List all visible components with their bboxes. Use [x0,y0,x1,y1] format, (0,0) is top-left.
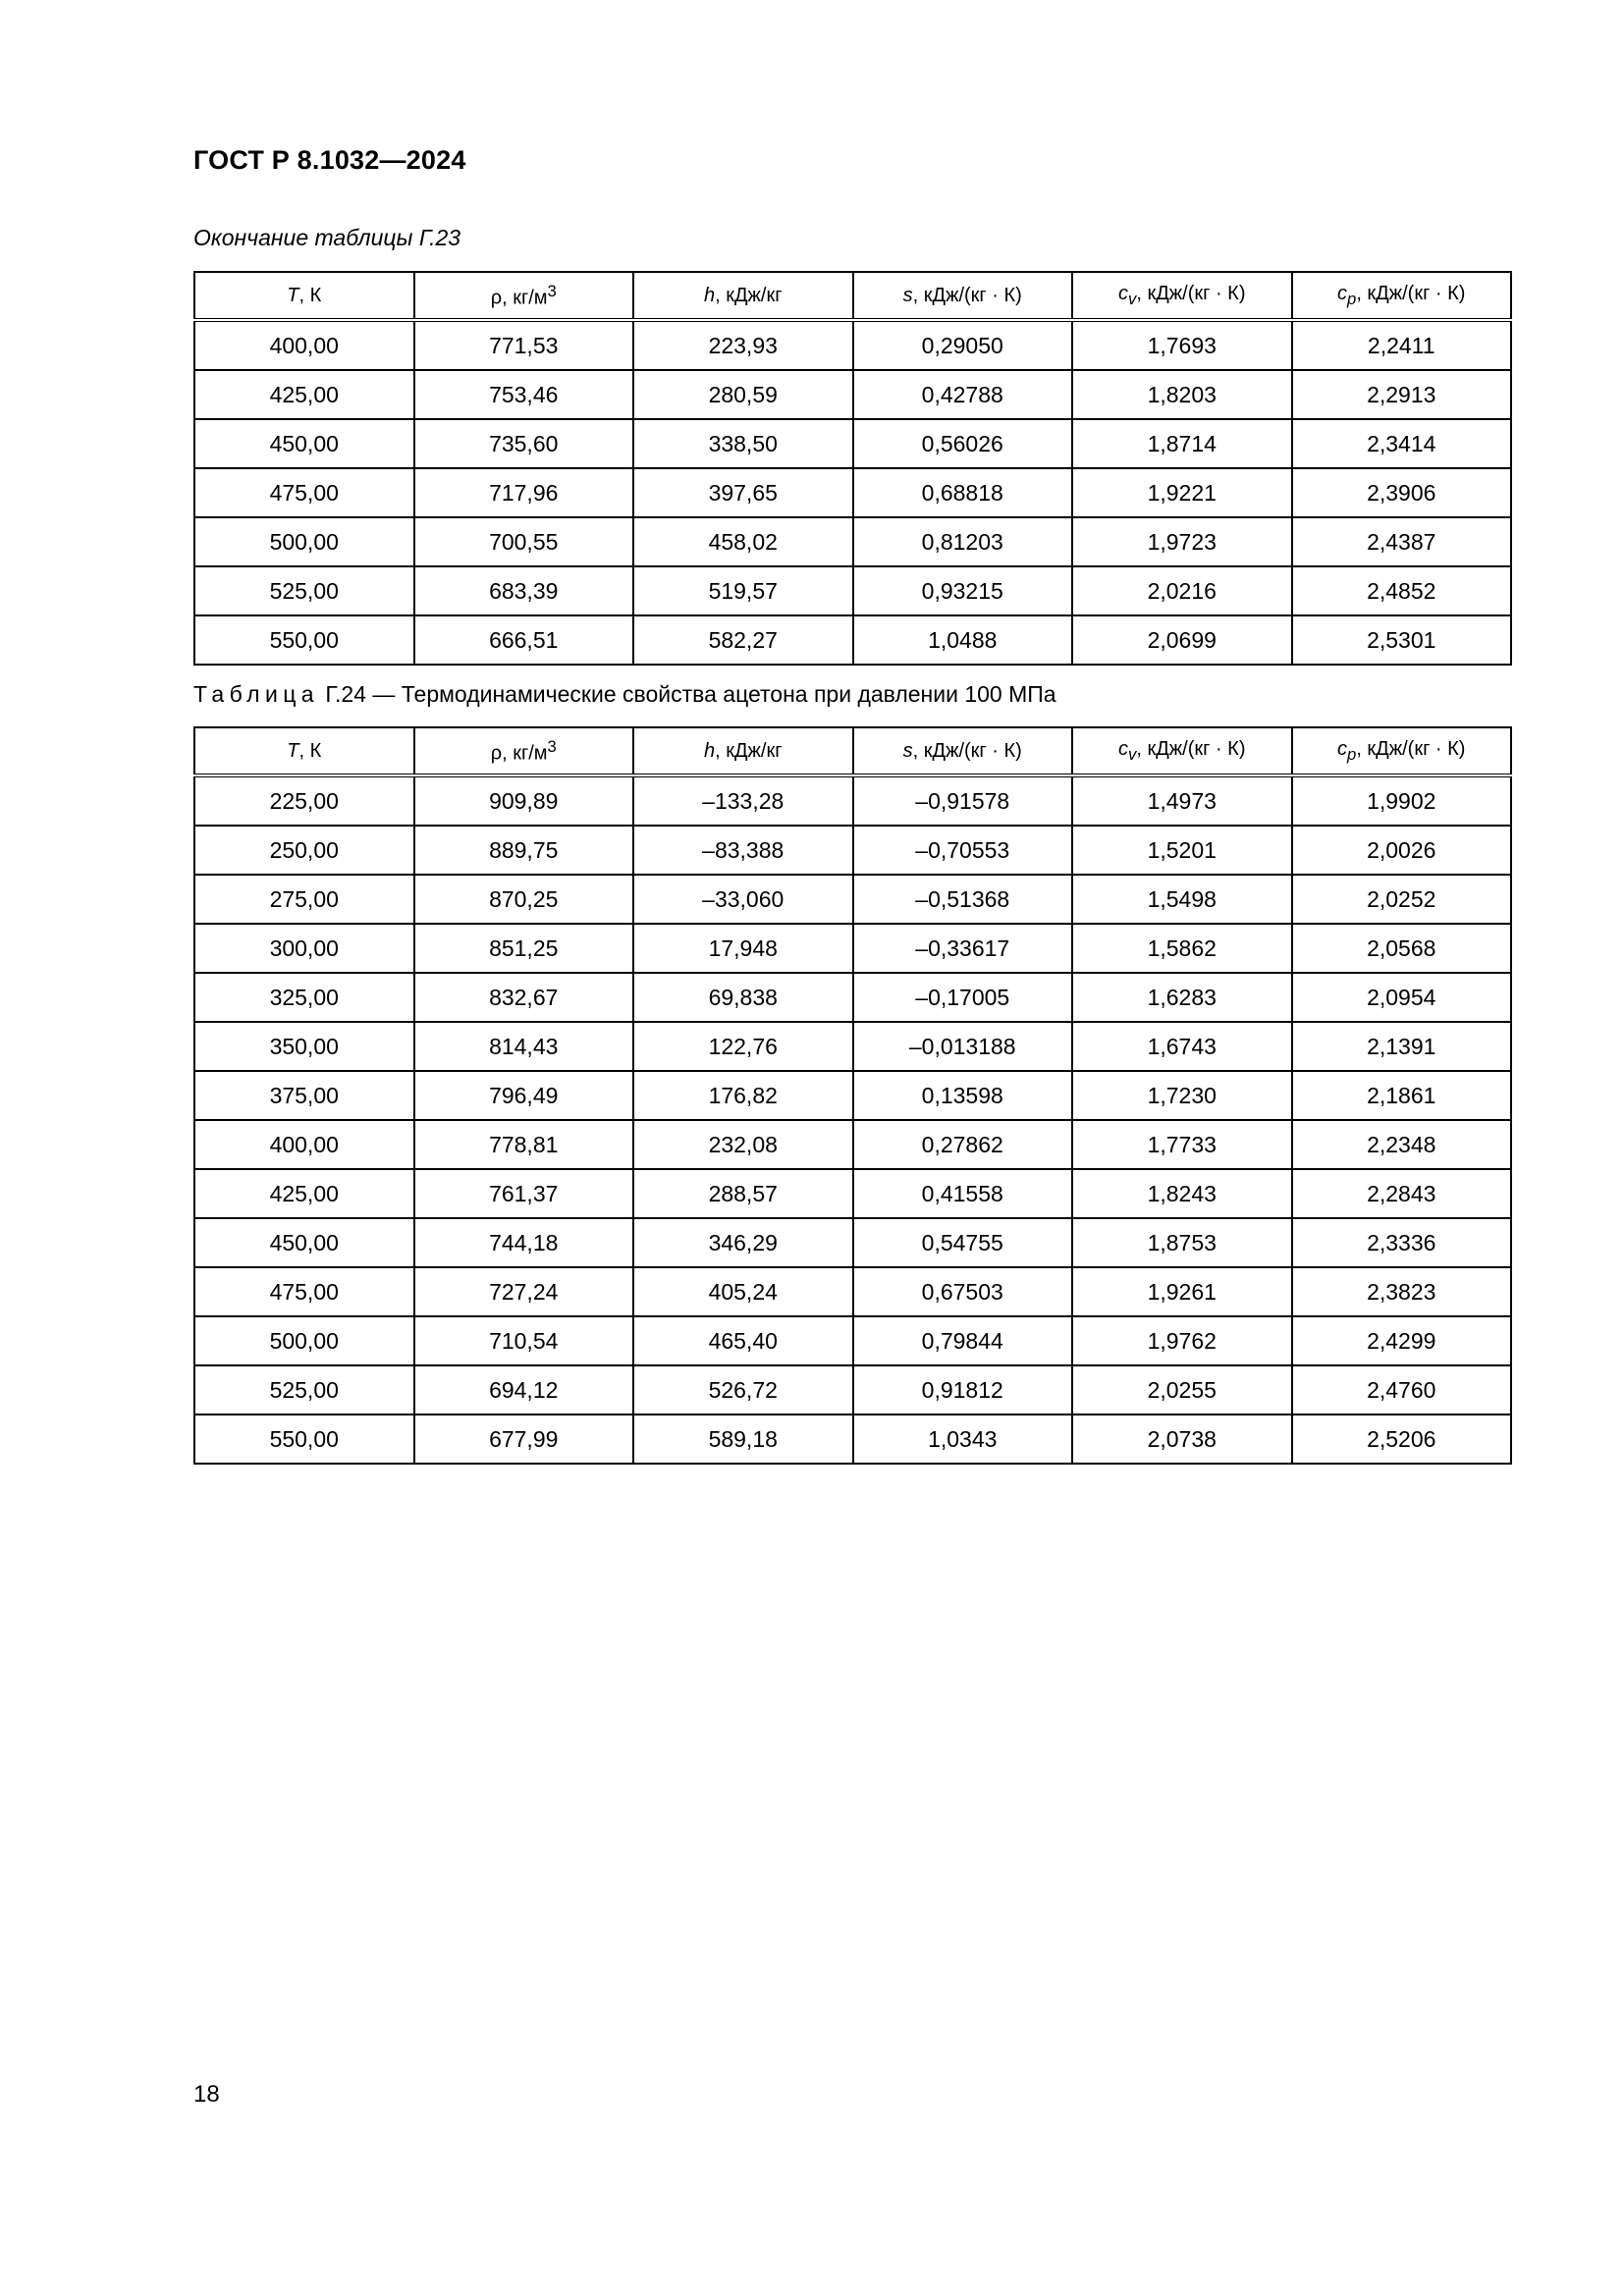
table-cell-cp: 2,2348 [1292,1120,1512,1169]
table-cell-density: 851,25 [414,924,634,973]
table-cell-cv: 1,8714 [1072,419,1292,468]
table-cell-density: 744,18 [414,1218,634,1267]
column-symbol: T [287,284,299,306]
table-cell-enthalpy: 176,82 [633,1071,853,1120]
table-cell-enthalpy: 69,838 [633,973,853,1022]
table-header-row [194,272,1511,320]
table-cell-entropy: 0,56026 [853,419,1073,468]
table-cell-density: 909,89 [414,775,634,826]
table-cell-entropy: –0,013188 [853,1022,1073,1071]
table-cell-enthalpy: 232,08 [633,1120,853,1169]
table-cell-temperature: 425,00 [194,1169,414,1218]
table-cell-temperature: 550,00 [194,1415,414,1464]
table-row [194,468,1511,517]
table-g24 [193,726,1512,1465]
table-cell-cv: 1,7693 [1072,320,1292,370]
table-cell-cp: 2,1391 [1292,1022,1512,1071]
table-cell-entropy: 0,13598 [853,1071,1073,1120]
table-cell-enthalpy: 589,18 [633,1415,853,1464]
table-cell-density: 700,55 [414,517,634,566]
table-cell-cp: 2,3823 [1292,1267,1512,1316]
table-row [194,1218,1511,1267]
table-cell-temperature: 450,00 [194,1218,414,1267]
table-row [194,566,1511,615]
table-cell-cv: 1,8753 [1072,1218,1292,1267]
column-unit: , кДж/кг [715,284,783,306]
table-row [194,1169,1511,1218]
table-cell-enthalpy: –33,060 [633,875,853,924]
table-cell-density: 727,24 [414,1267,634,1316]
table-row [194,973,1511,1022]
table-cell-temperature: 225,00 [194,775,414,826]
table-cell-entropy: 0,68818 [853,468,1073,517]
table-cell-cp: 2,0252 [1292,875,1512,924]
column-subscript: p [1347,744,1357,764]
column-symbol: c [1118,282,1129,304]
column-unit: , кг/м [502,742,548,765]
table-cell-cp: 2,0568 [1292,924,1512,973]
table-cell-enthalpy: –83,388 [633,826,853,875]
column-symbol: c [1337,737,1348,760]
table-cell-density: 710,54 [414,1316,634,1365]
column-symbol: ρ [490,287,503,309]
table-cell-cp: 1,9902 [1292,775,1512,826]
table-cell-temperature: 525,00 [194,1365,414,1415]
column-symbol: c [1337,282,1348,304]
table-cell-cp: 2,2913 [1292,370,1512,419]
table-cell-enthalpy: 465,40 [633,1316,853,1365]
table-cell-temperature: 500,00 [194,517,414,566]
table-cell-density: 870,25 [414,875,634,924]
table-cell-enthalpy: 338,50 [633,419,853,468]
table-row [194,775,1511,826]
column-subscript: v [1128,744,1137,764]
column-unit: , кДж/(кг · К) [1356,282,1466,304]
column-symbol: h [703,284,716,306]
table-row [194,1415,1511,1464]
column-header-temperature [194,727,414,775]
table-cell-entropy: 0,79844 [853,1316,1073,1365]
column-header-cp [1292,272,1512,320]
table-cell-cp: 2,4852 [1292,566,1512,615]
table-row [194,1267,1511,1316]
column-header-density [414,727,634,775]
table-row [194,615,1511,665]
column-unit: , кДж/(кг · К) [912,284,1022,306]
column-header-cv [1072,272,1292,320]
table-cell-density: 771,53 [414,320,634,370]
table-cell-temperature: 450,00 [194,419,414,468]
document-header: ГОСТ Р 8.1032—2024 [193,145,466,175]
table-cell-cp: 2,1861 [1292,1071,1512,1120]
table-cell-enthalpy: 458,02 [633,517,853,566]
column-header-enthalpy [633,272,853,320]
table-cell-cv: 1,5201 [1072,826,1292,875]
table-cell-cv: 1,5862 [1072,924,1292,973]
table-cell-entropy: –0,33617 [853,924,1073,973]
column-header-density [414,272,634,320]
table-cell-temperature: 525,00 [194,566,414,615]
table-cell-cp: 2,4387 [1292,517,1512,566]
table-cell-temperature: 325,00 [194,973,414,1022]
table-cell-enthalpy: 346,29 [633,1218,853,1267]
table-cell-cp: 2,4760 [1292,1365,1512,1415]
column-symbol: h [703,739,716,762]
table-cell-enthalpy: 280,59 [633,370,853,419]
table-cell-cv: 1,6283 [1072,973,1292,1022]
table-cell-entropy: 0,67503 [853,1267,1073,1316]
column-symbol: s [902,739,913,762]
table-cell-cp: 2,3414 [1292,419,1512,468]
table-cell-entropy: 1,0343 [853,1415,1073,1464]
table-row [194,826,1511,875]
table-cell-entropy: 0,54755 [853,1218,1073,1267]
table-cell-entropy: 1,0488 [853,615,1073,665]
table-cell-temperature: 375,00 [194,1071,414,1120]
table-cell-enthalpy: 405,24 [633,1267,853,1316]
table-cell-cv: 1,9221 [1072,468,1292,517]
column-header-cp [1292,727,1512,775]
table-header-row [194,727,1511,775]
column-symbol: s [902,284,913,306]
table-cell-cp: 2,0954 [1292,973,1512,1022]
table-cell-cv: 2,0255 [1072,1365,1292,1415]
table-cell-temperature: 425,00 [194,370,414,419]
table-cell-entropy: –0,70553 [853,826,1073,875]
column-unit: , кДж/(кг · К) [1136,737,1246,760]
table-cell-density: 735,60 [414,419,634,468]
table-cell-temperature: 400,00 [194,1120,414,1169]
table-cell-cv: 1,9762 [1072,1316,1292,1365]
table-cell-cp: 2,5206 [1292,1415,1512,1464]
table-cell-entropy: –0,17005 [853,973,1073,1022]
table-cell-density: 761,37 [414,1169,634,1218]
table-cell-cv: 1,4973 [1072,775,1292,826]
column-header-cv [1072,727,1292,775]
column-unit: , К [298,284,322,306]
table-g23-end [193,271,1512,666]
table-row [194,875,1511,924]
table-row [194,419,1511,468]
table-cell-density: 717,96 [414,468,634,517]
column-superscript: 3 [547,736,557,756]
table-row [194,924,1511,973]
table-cell-enthalpy: 582,27 [633,615,853,665]
table-cell-cv: 1,9261 [1072,1267,1292,1316]
table-cell-entropy: –0,91578 [853,775,1073,826]
table-cell-entropy: 0,27862 [853,1120,1073,1169]
table-cell-temperature: 475,00 [194,1267,414,1316]
table-cell-temperature: 550,00 [194,615,414,665]
table-row [194,1120,1511,1169]
column-unit: , кг/м [502,287,548,309]
table-cell-cp: 2,0026 [1292,826,1512,875]
table-cell-cv: 2,0738 [1072,1415,1292,1464]
page-number: 18 [193,2081,220,2108]
table-cell-enthalpy: –133,28 [633,775,853,826]
table-cell-enthalpy: 223,93 [633,320,853,370]
table-cell-cp: 2,2843 [1292,1169,1512,1218]
table-cell-enthalpy: 122,76 [633,1022,853,1071]
table-cell-cv: 2,0216 [1072,566,1292,615]
table-cell-entropy: 0,42788 [853,370,1073,419]
table-row [194,1071,1511,1120]
table-cell-temperature: 250,00 [194,826,414,875]
column-subscript: v [1128,289,1137,308]
table-continuation-caption: Окончание таблицы Г.23 [193,225,461,250]
table-row [194,1022,1511,1071]
table-cell-cp: 2,2411 [1292,320,1512,370]
column-symbol: c [1118,737,1129,760]
column-unit: , К [298,739,322,762]
table-cell-entropy: 0,41558 [853,1169,1073,1218]
table-cell-density: 753,46 [414,370,634,419]
column-symbol: ρ [490,742,503,765]
table-cell-entropy: 0,81203 [853,517,1073,566]
column-subscript: p [1347,289,1357,308]
column-header-entropy [853,272,1073,320]
table-row [194,1365,1511,1415]
table-cell-cv: 1,8203 [1072,370,1292,419]
table-cell-density: 814,43 [414,1022,634,1071]
table-cell-cv: 1,5498 [1072,875,1292,924]
column-header-temperature [194,272,414,320]
table-caption-title: Г.24 — Термодинамические свойства ацетона при давлении 100 МПа [318,681,1056,707]
table-cell-temperature: 400,00 [194,320,414,370]
column-header-entropy [853,727,1073,775]
table-cell-enthalpy: 288,57 [633,1169,853,1218]
table-cell-cv: 1,6743 [1072,1022,1292,1071]
table-cell-density: 683,39 [414,566,634,615]
table-row [194,370,1511,419]
table-cell-cp: 2,5301 [1292,615,1512,665]
table-row [194,320,1511,370]
column-symbol: T [287,739,299,762]
table-cell-temperature: 475,00 [194,468,414,517]
column-unit: , кДж/(кг · К) [1356,737,1466,760]
table-cell-temperature: 300,00 [194,924,414,973]
column-header-enthalpy [633,727,853,775]
table-cell-cv: 1,9723 [1072,517,1292,566]
table-cell-cp: 2,3336 [1292,1218,1512,1267]
table-cell-enthalpy: 519,57 [633,566,853,615]
table-cell-density: 677,99 [414,1415,634,1464]
table-cell-temperature: 350,00 [194,1022,414,1071]
column-unit: , кДж/(кг · К) [912,739,1022,762]
table-caption-label: Таблица [193,681,319,707]
column-superscript: 3 [547,281,557,300]
table-row [194,1316,1511,1365]
table-cell-cp: 2,4299 [1292,1316,1512,1365]
table-cell-cv: 2,0699 [1072,615,1292,665]
column-unit: , кДж/(кг · К) [1136,282,1246,304]
table-cell-cv: 1,7230 [1072,1071,1292,1120]
table-cell-density: 889,75 [414,826,634,875]
table-cell-entropy: 0,93215 [853,566,1073,615]
table-cell-temperature: 275,00 [194,875,414,924]
table-cell-density: 666,51 [414,615,634,665]
table-cell-entropy: 0,29050 [853,320,1073,370]
table-cell-enthalpy: 397,65 [633,468,853,517]
table-row [194,517,1511,566]
column-unit: , кДж/кг [715,739,783,762]
table-cell-cp: 2,3906 [1292,468,1512,517]
table-cell-cv: 1,8243 [1072,1169,1292,1218]
table-cell-entropy: 0,91812 [853,1365,1073,1415]
table-cell-temperature: 500,00 [194,1316,414,1365]
table-cell-density: 778,81 [414,1120,634,1169]
table-cell-enthalpy: 526,72 [633,1365,853,1415]
table-cell-density: 694,12 [414,1365,634,1415]
table-cell-density: 832,67 [414,973,634,1022]
table-g24-caption [193,681,1056,708]
table-cell-enthalpy: 17,948 [633,924,853,973]
table-cell-cv: 1,7733 [1072,1120,1292,1169]
table-cell-entropy: –0,51368 [853,875,1073,924]
table-cell-density: 796,49 [414,1071,634,1120]
